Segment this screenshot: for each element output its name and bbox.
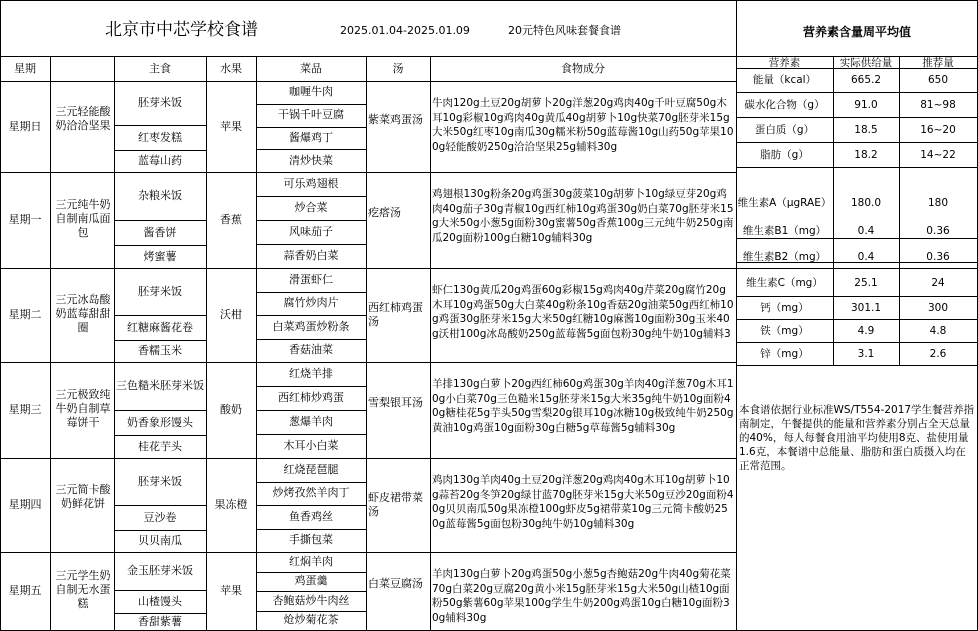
grid-line bbox=[736, 296, 977, 297]
dish-item: 鸡蛋羹 bbox=[294, 574, 328, 588]
nutrient-name: 蛋白质（g） bbox=[754, 123, 815, 136]
day-label: 星期四 bbox=[8, 498, 42, 511]
dish-item: 炝炒菊花茶 bbox=[283, 613, 339, 627]
nutrient-name: 铁（mg） bbox=[760, 324, 809, 337]
grid-line bbox=[736, 0, 737, 630]
nutrient-recommended: 4.8 bbox=[929, 324, 947, 337]
ingredients-cell: 羊排130g白萝卜20g西红柿60g鸡蛋30g羊肉40g洋葱70g木耳10g小白菜70g三色糙米15g胚芽米15g大米35g纯牛奶10g面粉40g糖桂花5g芋头50g雪梨20g银耳10g冰糖10g极致纯牛奶250g黄油10g鸡蛋10g面粉30g白糖5g草莓酱5g辅料30g bbox=[432, 378, 734, 434]
dish-item: 红焖羊肉 bbox=[289, 554, 333, 568]
grid-line bbox=[736, 167, 977, 168]
grid-line bbox=[256, 611, 366, 612]
dish-item: 红烧琵琶腿 bbox=[283, 462, 339, 476]
grid-line bbox=[256, 104, 366, 105]
grid-line bbox=[736, 268, 977, 269]
grid-line bbox=[736, 238, 977, 239]
nutrient-actual: 0.4 bbox=[857, 225, 875, 237]
ingredients-cell: 牛肉120g土豆20g胡萝卜20g洋葱20g鸡肉40g千叶豆腐50g木耳10g彩椒10g鸡肉40g黄瓜40g胡萝卜10g快菜70g胚芽米15g大米50g红枣10g南瓜30g糯米粉50g蓝莓酱10g山药50g苹果100g轻能酸奶250g洽洽坚果25g辅料30g bbox=[432, 97, 734, 153]
grid-line bbox=[114, 590, 206, 591]
grid-line bbox=[256, 482, 366, 483]
grid-line bbox=[114, 150, 206, 151]
grid-line bbox=[256, 505, 366, 506]
dish-item: 红烧羊排 bbox=[289, 367, 333, 380]
grid-line bbox=[256, 410, 366, 411]
nutrient-actual: 180.0 bbox=[850, 196, 882, 209]
day-label: 星期三 bbox=[8, 403, 42, 416]
nutrient-actual: 301.1 bbox=[850, 301, 882, 314]
nutrient-name: 锌（mg） bbox=[760, 347, 809, 360]
nutrition-title: 营养素含量周平均值 bbox=[802, 25, 911, 39]
staple-item: 豆沙卷 bbox=[143, 510, 177, 524]
staple-item: 蓝莓山药 bbox=[138, 154, 182, 167]
dish-item: 咖喱牛肉 bbox=[289, 85, 333, 99]
col-header-fruit: 水果 bbox=[220, 62, 242, 75]
dish-item: 鱼香鸡丝 bbox=[289, 509, 333, 523]
nutrient-name: 维生素B1（mg） bbox=[742, 225, 827, 237]
nutrient-name: 维生素A（μgRAE） bbox=[737, 196, 832, 209]
nutrient-actual: 18.2 bbox=[854, 148, 878, 161]
snack-cell: 三元冰岛酸奶蓝莓甜甜圈 bbox=[55, 293, 111, 334]
staple-item: 红枣发糕 bbox=[138, 130, 182, 144]
nutrient-recommended: 14~22 bbox=[920, 148, 956, 161]
snack-cell: 三元纯牛奶自制南瓜面包 bbox=[55, 198, 111, 239]
nutrient-name: 钙（mg） bbox=[760, 301, 809, 314]
grid-line bbox=[256, 591, 366, 592]
grid-line bbox=[736, 117, 977, 118]
nutrient-actual: 0.4 bbox=[857, 251, 875, 263]
grid-line bbox=[114, 125, 206, 126]
grid-line bbox=[256, 127, 366, 128]
grid-line bbox=[736, 342, 977, 343]
snack-cell: 三元极致纯牛奶自制草莓饼干 bbox=[55, 388, 111, 429]
staple-item: 酱香饼 bbox=[143, 225, 177, 239]
nutrient-actual: 665.2 bbox=[850, 74, 882, 86]
staple-item: 杂粮米饭 bbox=[138, 189, 182, 202]
nutrient-name: 维生素C（mg） bbox=[746, 277, 823, 289]
day-label: 星期日 bbox=[8, 119, 42, 133]
col-header-day: 星期 bbox=[14, 62, 36, 75]
grid-line bbox=[0, 56, 736, 57]
package-name: 20元特色风味套餐食谱 bbox=[508, 24, 621, 37]
dish-item: 清炒快菜 bbox=[289, 153, 333, 167]
soup-cell: 虾皮裙带菜汤 bbox=[368, 491, 423, 518]
nutrient-name: 能量（kcal） bbox=[752, 74, 817, 86]
nutrition-header: 推荐量 bbox=[922, 57, 954, 69]
dish-item: 手撕包菜 bbox=[289, 533, 333, 547]
grid-line bbox=[256, 244, 366, 245]
grid-line bbox=[114, 340, 206, 341]
grid-line bbox=[256, 572, 366, 573]
nutrition-header: 实际供给量 bbox=[839, 57, 893, 69]
grid-line bbox=[0, 172, 736, 173]
dish-item: 干锅千叶豆腐 bbox=[278, 108, 344, 122]
nutrient-actual: 18.5 bbox=[854, 123, 878, 136]
nutrient-name: 脂肪（g） bbox=[760, 148, 809, 161]
staple-item: 胚芽米饭 bbox=[138, 474, 182, 488]
nutrient-recommended: 0.36 bbox=[926, 251, 950, 263]
staple-item: 胚芽米饭 bbox=[138, 96, 182, 109]
staple-item: 贝贝南瓜 bbox=[138, 534, 182, 547]
fruit-cell: 果冻橙 bbox=[214, 498, 248, 511]
grid-line bbox=[736, 319, 977, 320]
nutrient-recommended: 0.36 bbox=[926, 225, 950, 237]
col-header-dishes: 菜品 bbox=[300, 62, 322, 75]
grid-line bbox=[206, 56, 207, 630]
grid-line bbox=[114, 245, 206, 246]
grid-line bbox=[114, 220, 206, 221]
grid-line bbox=[366, 56, 367, 630]
dish-item: 腐竹炒肉片 bbox=[283, 296, 339, 310]
staple-item: 香甜紫薯 bbox=[138, 614, 182, 628]
ingredients-cell: 羊肉130g白萝卜20g鸡蛋50g小葱5g杏鲍菇20g牛肉40g菊花菜70g白菜20g豆腐20g黄小米15g胚芽米15g大米50g山楂10g面粉50g紫薯60g苹果100g学生牛奶200g鸡蛋10g白糖10g面粉30g辅料30g bbox=[432, 568, 731, 624]
staple-item: 奶香象形馒头 bbox=[127, 415, 193, 429]
ingredients-cell: 虾仁130g黄瓜20g鸡蛋60g彩椒15g鸡肉40g芹菜20g腐竹20g木耳10g鸡蛋50g大白菜40g粉条10g香菇20g油菜50g西红柿10g鸡蛋30g胚芽米15g大米50g红糖10g麻酱10g面粉30g玉米40g沃柑100g冰岛酸奶250g蓝莓酱5g面包粉30g纯牛奶10g辅料3 bbox=[432, 284, 734, 340]
col-header-staple: 主食 bbox=[149, 62, 171, 75]
fruit-cell: 苹果 bbox=[220, 584, 242, 597]
grid-line bbox=[50, 56, 51, 630]
nutrient-actual: 91.0 bbox=[854, 98, 878, 111]
grid-line bbox=[256, 196, 366, 197]
col-header-soup: 汤 bbox=[392, 62, 404, 75]
grid-line bbox=[256, 339, 366, 340]
soup-cell: 西红柿鸡蛋汤 bbox=[368, 301, 423, 328]
fruit-cell: 酸奶 bbox=[220, 403, 242, 416]
staple-item: 金玉胚芽米饭 bbox=[127, 564, 193, 577]
staple-item: 红糖麻酱花卷 bbox=[127, 320, 193, 334]
grid-line bbox=[114, 410, 206, 411]
dish-item: 杏鲍菇炒牛肉丝 bbox=[272, 593, 350, 607]
day-label: 星期二 bbox=[8, 308, 42, 321]
dish-item: 可乐鸡翅根 bbox=[283, 177, 339, 190]
nutrient-actual: 4.9 bbox=[857, 324, 875, 337]
grid-line bbox=[0, 362, 736, 363]
grid-line bbox=[256, 434, 366, 435]
grid-line bbox=[256, 386, 366, 387]
nutrient-name: 维生素B2（mg） bbox=[742, 251, 827, 263]
staple-item: 胚芽米饭 bbox=[138, 284, 182, 298]
staple-item: 香糯玉米 bbox=[138, 344, 182, 357]
col-header-ingredients: 食物成分 bbox=[561, 62, 605, 75]
grid-line bbox=[0, 552, 736, 553]
fruit-cell: 沃柑 bbox=[220, 308, 242, 321]
grid-line bbox=[114, 435, 206, 436]
date-range: 2025.01.04-2025.01.09 bbox=[340, 24, 470, 37]
nutrient-recommended: 650 bbox=[927, 74, 949, 86]
fruit-cell: 苹果 bbox=[220, 119, 242, 133]
ingredients-cell: 鸡肉130g羊肉40g土豆20g洋葱20g鸡肉40g木耳10g胡萝卜10g蒜苔20g冬笋20g绿甘蓝70g胚芽米15g大米50g豆沙20g面粉40g贝贝南瓜50g果冻橙100g虾皮5g裙带菜10g三元简卡酸奶250g蓝莓酱5g面包粉30g纯牛奶10g辅料30g bbox=[432, 474, 734, 530]
day-label: 星期一 bbox=[8, 213, 42, 226]
nutrient-recommended: 300 bbox=[927, 301, 949, 314]
grid-line bbox=[736, 365, 977, 366]
staple-item: 山楂馒头 bbox=[138, 594, 182, 608]
day-label: 星期五 bbox=[8, 584, 42, 597]
staple-item: 三色糙米胚芽米饭 bbox=[116, 379, 204, 392]
dish-item: 滑蛋虾仁 bbox=[289, 272, 333, 286]
grid-line bbox=[256, 292, 366, 293]
soup-cell: 雪梨银耳汤 bbox=[368, 396, 423, 409]
grid-line bbox=[114, 315, 206, 316]
nutrition-header: 营养素 bbox=[768, 57, 801, 69]
nutrient-recommended: 81~98 bbox=[920, 98, 956, 111]
dish-item: 西红柿炒鸡蛋 bbox=[278, 391, 344, 404]
grid-line bbox=[256, 149, 366, 150]
dish-item: 炒烤孜然羊肉丁 bbox=[272, 486, 350, 500]
grid-line bbox=[736, 92, 977, 93]
dish-item: 酱爆鸡丁 bbox=[289, 130, 333, 144]
dish-item: 风味茄子 bbox=[289, 225, 333, 238]
page-title: 北京市中芯学校食谱 bbox=[105, 20, 258, 40]
ingredients-cell: 鸡翅根130g粉条20g鸡蛋30g菠菜10g胡萝卜10g绿豆芽20g鸡肉40g茄子30g青椒10g西红柿10g鸡蛋30g奶白菜70g胚芽米15g大米50g小葱5g面粉30g蜜薯50g香蕉100g三元纯牛奶250g南瓜20g面粉100g白糖10g辅料30g bbox=[432, 188, 734, 244]
staple-item: 桂花芋头 bbox=[138, 439, 182, 453]
dish-item: 木耳小白菜 bbox=[283, 439, 339, 452]
dish-item: 蒜香奶白菜 bbox=[283, 249, 339, 262]
snack-cell: 三元简卡酸奶鲜花饼 bbox=[55, 483, 111, 510]
fruit-cell: 香蕉 bbox=[220, 213, 242, 226]
grid-line bbox=[114, 505, 206, 506]
dish-item: 炒合菜 bbox=[294, 201, 328, 214]
nutrient-actual: 25.1 bbox=[854, 277, 878, 289]
nutrient-recommended: 24 bbox=[931, 277, 945, 289]
snack-cell: 三元轻能酸奶洽洽坚果 bbox=[55, 104, 111, 132]
nutrient-name: 碳水化合物（g） bbox=[744, 98, 825, 111]
grid-line bbox=[256, 529, 366, 530]
nutrient-recommended: 2.6 bbox=[929, 347, 947, 360]
grid-line bbox=[114, 530, 206, 531]
snack-cell: 三元学生奶自制无水蛋糕 bbox=[55, 569, 111, 610]
nutrient-recommended: 180 bbox=[927, 196, 949, 209]
nutrient-recommended: 16~20 bbox=[920, 123, 956, 136]
grid-line bbox=[736, 142, 977, 143]
nutrition-note: 本食谱依据行业标准WS/T554-2017学生餐营养指南制定，午餐提供的能量和营养素分别占全天总量的40%，每人每餐食用油平均使用8克、盐使用量1.6克，本餐谱中总能量、脂肪和蛋白质摄入均在正常范围。 bbox=[739, 404, 975, 472]
grid-line bbox=[0, 268, 736, 269]
grid-line bbox=[256, 220, 366, 221]
grid-line bbox=[0, 458, 736, 459]
nutrient-actual: 3.1 bbox=[857, 347, 875, 360]
soup-cell: 疙瘩汤 bbox=[368, 206, 401, 219]
soup-cell: 紫菜鸡蛋汤 bbox=[368, 112, 423, 126]
soup-cell: 白菜豆腐汤 bbox=[368, 577, 423, 590]
grid-line bbox=[256, 315, 366, 316]
staple-item: 烤蜜薯 bbox=[143, 249, 177, 263]
dish-item: 葱爆羊肉 bbox=[289, 415, 333, 428]
dish-item: 香菇油菜 bbox=[289, 343, 333, 357]
grid-line bbox=[430, 56, 431, 630]
grid-line bbox=[0, 81, 736, 82]
grid-line bbox=[0, 0, 977, 1]
dish-item: 白菜鸡蛋炒粉条 bbox=[272, 319, 350, 333]
